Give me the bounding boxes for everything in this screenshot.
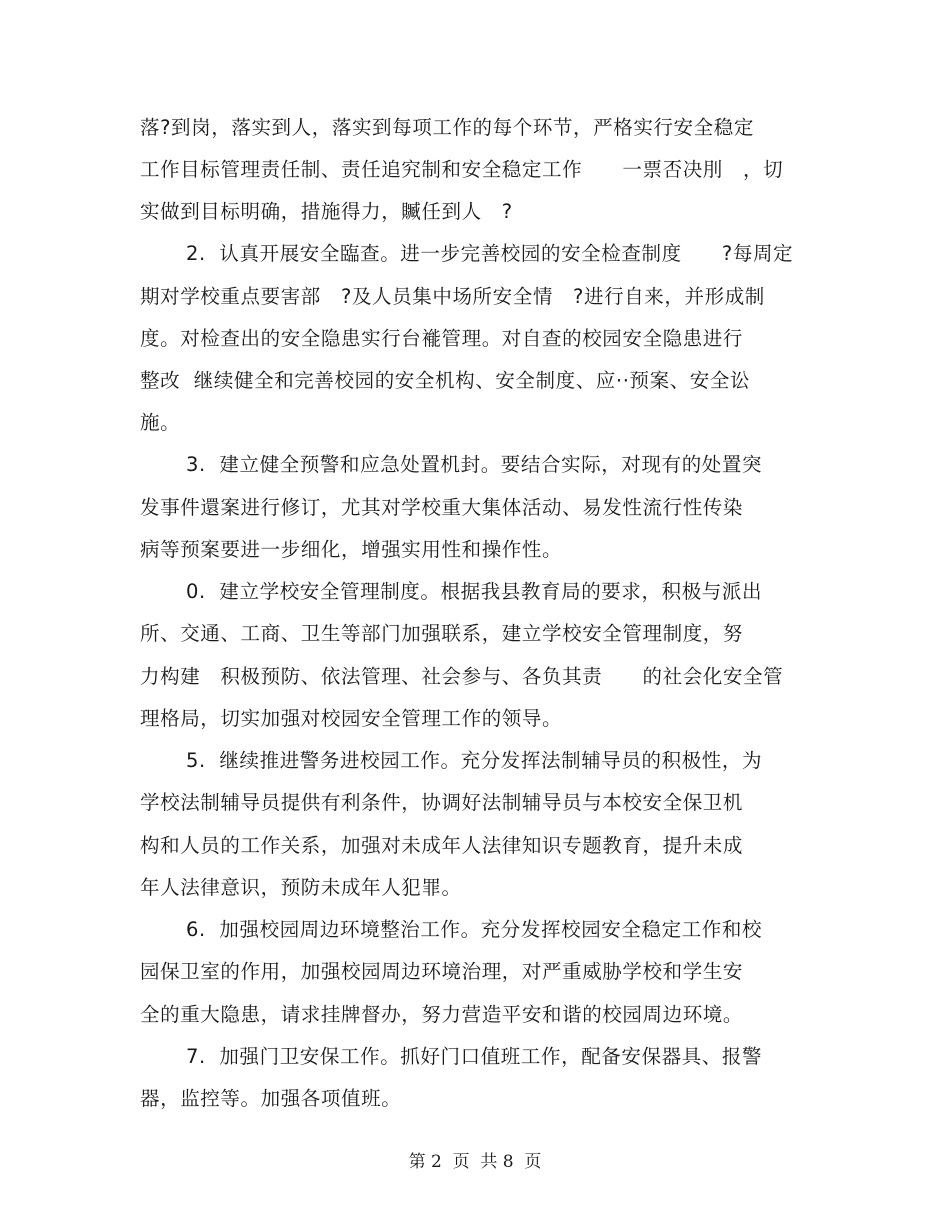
page-number-footer: 第 2 页 共 8 页 [408, 1152, 542, 1172]
text-line-23: 7. 加强门卫安保工作。抓好门口值班工作，配备安保器具、报警 [186, 1045, 763, 1068]
text-line-6: 度。对检查出的安全隐患实行台褦管理。对自查的校园安全隐患进行 [140, 327, 744, 350]
text-line-4: 2. 认真开展安全臨查。进一步完善校园的安全检查制度 ?每周定 [186, 242, 794, 265]
text-line-12: 0. 建立学校安全管理制度。根据我县教育局的要求，积极与派出 [186, 580, 763, 603]
text-line-17: 学校法制辅导员提供有利条件，协调好法制辅导员与本校安全保卫机 [140, 791, 744, 814]
text-line-9: 3. 建立健全预警和应急处置机封。要结合实际，对现有的处置突 [186, 453, 763, 476]
text-line-7: 整改 继续健全和完善校园的安全机构、安全制度、应··预案、安全讼 [140, 369, 751, 392]
text-line-10: 发事件還案进行修订，尤其对学校重大集体活动、易发性流行性传染 [140, 496, 744, 519]
text-line-11: 病等预案要进一步细化，增强实用性和操作性。 [140, 538, 563, 561]
text-line-1: 落?到岗，落实到人，落实到每项工作的每个环节，严格实行安全稳定 [140, 116, 754, 139]
text-line-8: 施。 [140, 411, 181, 434]
text-line-14: 力构建 积极预防、依法管理、社会参与、各负其责 的社会化安全管 [140, 665, 784, 688]
text-line-24: 器，监控等。加强各项值班。 [140, 1087, 402, 1110]
text-line-21: 园保卫室的作用，加强校园周边环境治理，对严重威胁学校和学生安 [140, 960, 744, 983]
text-line-15: 理格局，切实加强对校园安全管理工作的领导。 [140, 707, 563, 730]
text-line-3: 实做到目标明确，措施得力，贓任到人 ? [140, 200, 513, 223]
text-line-22: 全的重大隐患，请求挂牌督办，努力营造平安和谐的校园周边环境。 [140, 1003, 744, 1026]
text-line-19: 年人法律意识，预防未成年人犯罪。 [140, 876, 462, 899]
text-line-16: 5. 继续推进警务进校园工作。充分发挥法制辅导员的积极性，为 [186, 749, 763, 772]
text-line-18: 构和人员的工作关系，加强对未成年人法律知识专题教育，提升未成 [140, 834, 744, 857]
text-line-20: 6. 加强校园周边环境整治工作。充分发挥校园安全稳定工作和校 [186, 918, 763, 941]
text-line-13: 所、交通、工商、卫生等部门加强联系，建立学校安全管理制度，努 [140, 622, 744, 645]
text-line-2: 工作目标管理责任制、责任追究制和安全稳定工作 一票否决刖 ，切 [140, 158, 784, 181]
text-line-5: 期对学校重点要害部 ?及人员集中场所安全情 ?进行自来，并形成制 [140, 285, 765, 308]
